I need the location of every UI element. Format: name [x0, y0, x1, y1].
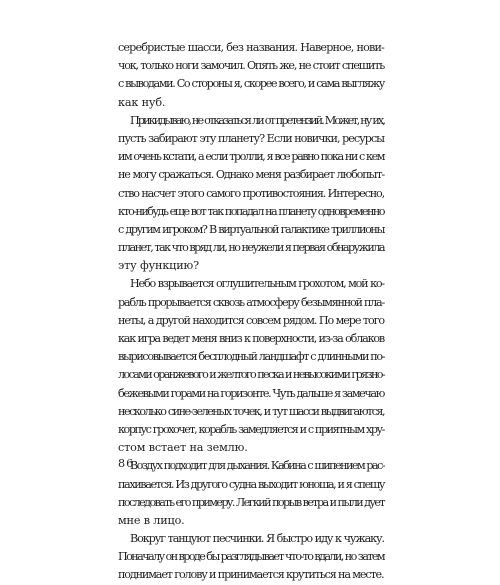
text-line: с выводами. Со стороны я, скорее всего, и сама выгляжу [118, 77, 384, 91]
text-line: лосами оранжевого и желтого песка и невысокими грязно- [118, 368, 384, 382]
text-line: последовать его примеру. Легкий порыв ветра и пыли дует [118, 495, 384, 509]
text-line: не могу сражаться. Однако меня разбирает любопыт- [118, 168, 384, 182]
text-line: Прикидываю, не отказаться ли от претензий. Может, ну их, [130, 113, 384, 127]
text-line: как игра ведет меня вниз к поверхности, из-за облаков [118, 332, 384, 345]
page-number: 86 [118, 457, 135, 470]
text-line: пахивается. Из другого судна выходит юноша, и я спешу [118, 477, 384, 491]
text-line: несколько сине-зеленых точек, и тут шасси выдвигаются, [118, 404, 384, 418]
text-line: планет, так что вряд ли, но неужели я первая обнаружила [118, 241, 384, 255]
text-line: ство насчет этого самого противостояния. Интересно, [118, 186, 384, 200]
text-line: корпус грохочет, корабль замедляется и с приятным хру- [118, 422, 384, 436]
text-line: вырисовывается бесплодный ландшафт с длинными по- [118, 350, 385, 364]
text-line: пусть забирают эту планету? Если новички, ресурсы [118, 131, 385, 145]
text-line: неты, а другой находится совсем рядом. По мере того [118, 313, 384, 327]
text-line: бежевыми горами на горизонте. Чуть дальше я замечаю [118, 386, 384, 400]
text-line: Вокруг танцуют песчинки. Я быстро иду к чужаку. [130, 532, 384, 546]
body-text [118, 39, 384, 585]
text-line: поднимает голову и принимается крутиться на месте. [118, 568, 384, 582]
text-line: серебристые шасси, без названия. Наверное, нови- [118, 41, 384, 54]
text-line: им очень кстати, а если тролли, я все равно пока ни с кем [118, 150, 384, 164]
text-line: как нуб. [118, 95, 166, 109]
text-line: Поначалу он вроде бы разглядывает что-то вдали, но затем [118, 550, 384, 564]
text-line: чок, только ноги замочил. Опять же, не стоит спешить [118, 59, 384, 73]
text-line: кто-нибудь еще вот так попадал на планету одновременно [118, 204, 384, 218]
text-line: мне в лицо. [118, 513, 185, 527]
text-line: стом встает на землю. [118, 441, 248, 455]
text-line: с другим игроком? В виртуальной галактике триллионы [118, 222, 384, 236]
text-line: Небо взрывается оглушительным грохотом, мой ко- [130, 277, 384, 291]
text-line: Воздух подходит для дыхания. Кабина с шипением рас- [130, 459, 384, 473]
text-line: рабль прорывается сквозь атмосферу безымянной пла- [118, 295, 384, 309]
text-line: эту функцию? [118, 259, 199, 273]
